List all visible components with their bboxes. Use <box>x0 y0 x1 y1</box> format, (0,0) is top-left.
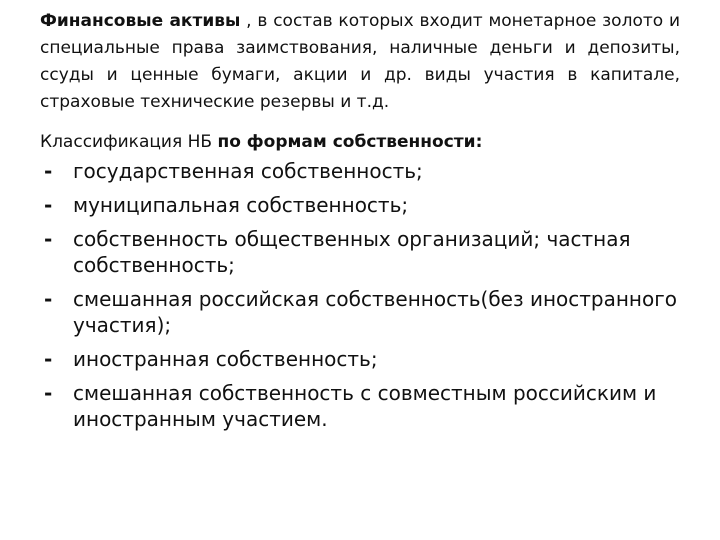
list-item-text: государственная собственность; <box>73 159 423 183</box>
intro-paragraph <box>40 8 680 116</box>
classification-bold: по формам собственности <box>217 132 476 152</box>
intro-text: , в состав которых входит монетарное золото и специальные права заимствования, наличные деньги и депозиты, ссуды и ценные бумаги, акции и др. виды участия в капитале, страховые технические резервы и т.д. <box>40 11 680 112</box>
list-item-text: смешанная российская собственность(без иностранного участия); <box>73 287 677 337</box>
list-dash-marker: - <box>44 159 53 183</box>
classification-heading <box>40 130 680 154</box>
ownership-forms-list <box>40 158 680 432</box>
list-dash-marker: - <box>44 193 53 217</box>
list-item <box>40 226 680 278</box>
list-item <box>40 380 680 432</box>
list-dash-marker: - <box>44 381 53 405</box>
list-item <box>40 346 680 372</box>
list-dash-marker: - <box>44 287 53 311</box>
list-item <box>40 286 680 338</box>
list-item-text: иностранная собственность; <box>73 347 378 371</box>
list-item <box>40 192 680 218</box>
list-item <box>40 158 680 184</box>
classification-colon: : <box>475 132 483 152</box>
list-item-text: муниципальная собственность; <box>73 193 409 217</box>
slide-content <box>40 8 680 440</box>
list-dash-marker: - <box>44 227 53 251</box>
classification-prefix: Классификация НБ <box>40 132 218 152</box>
intro-bold-term: Финансовые активы <box>40 11 241 31</box>
list-item-text: смешанная собственность с совместным российским и иностранным участием. <box>73 381 657 431</box>
list-item-text: собственность общественных организаций; частная собственность; <box>73 227 631 277</box>
list-dash-marker: - <box>44 347 53 371</box>
